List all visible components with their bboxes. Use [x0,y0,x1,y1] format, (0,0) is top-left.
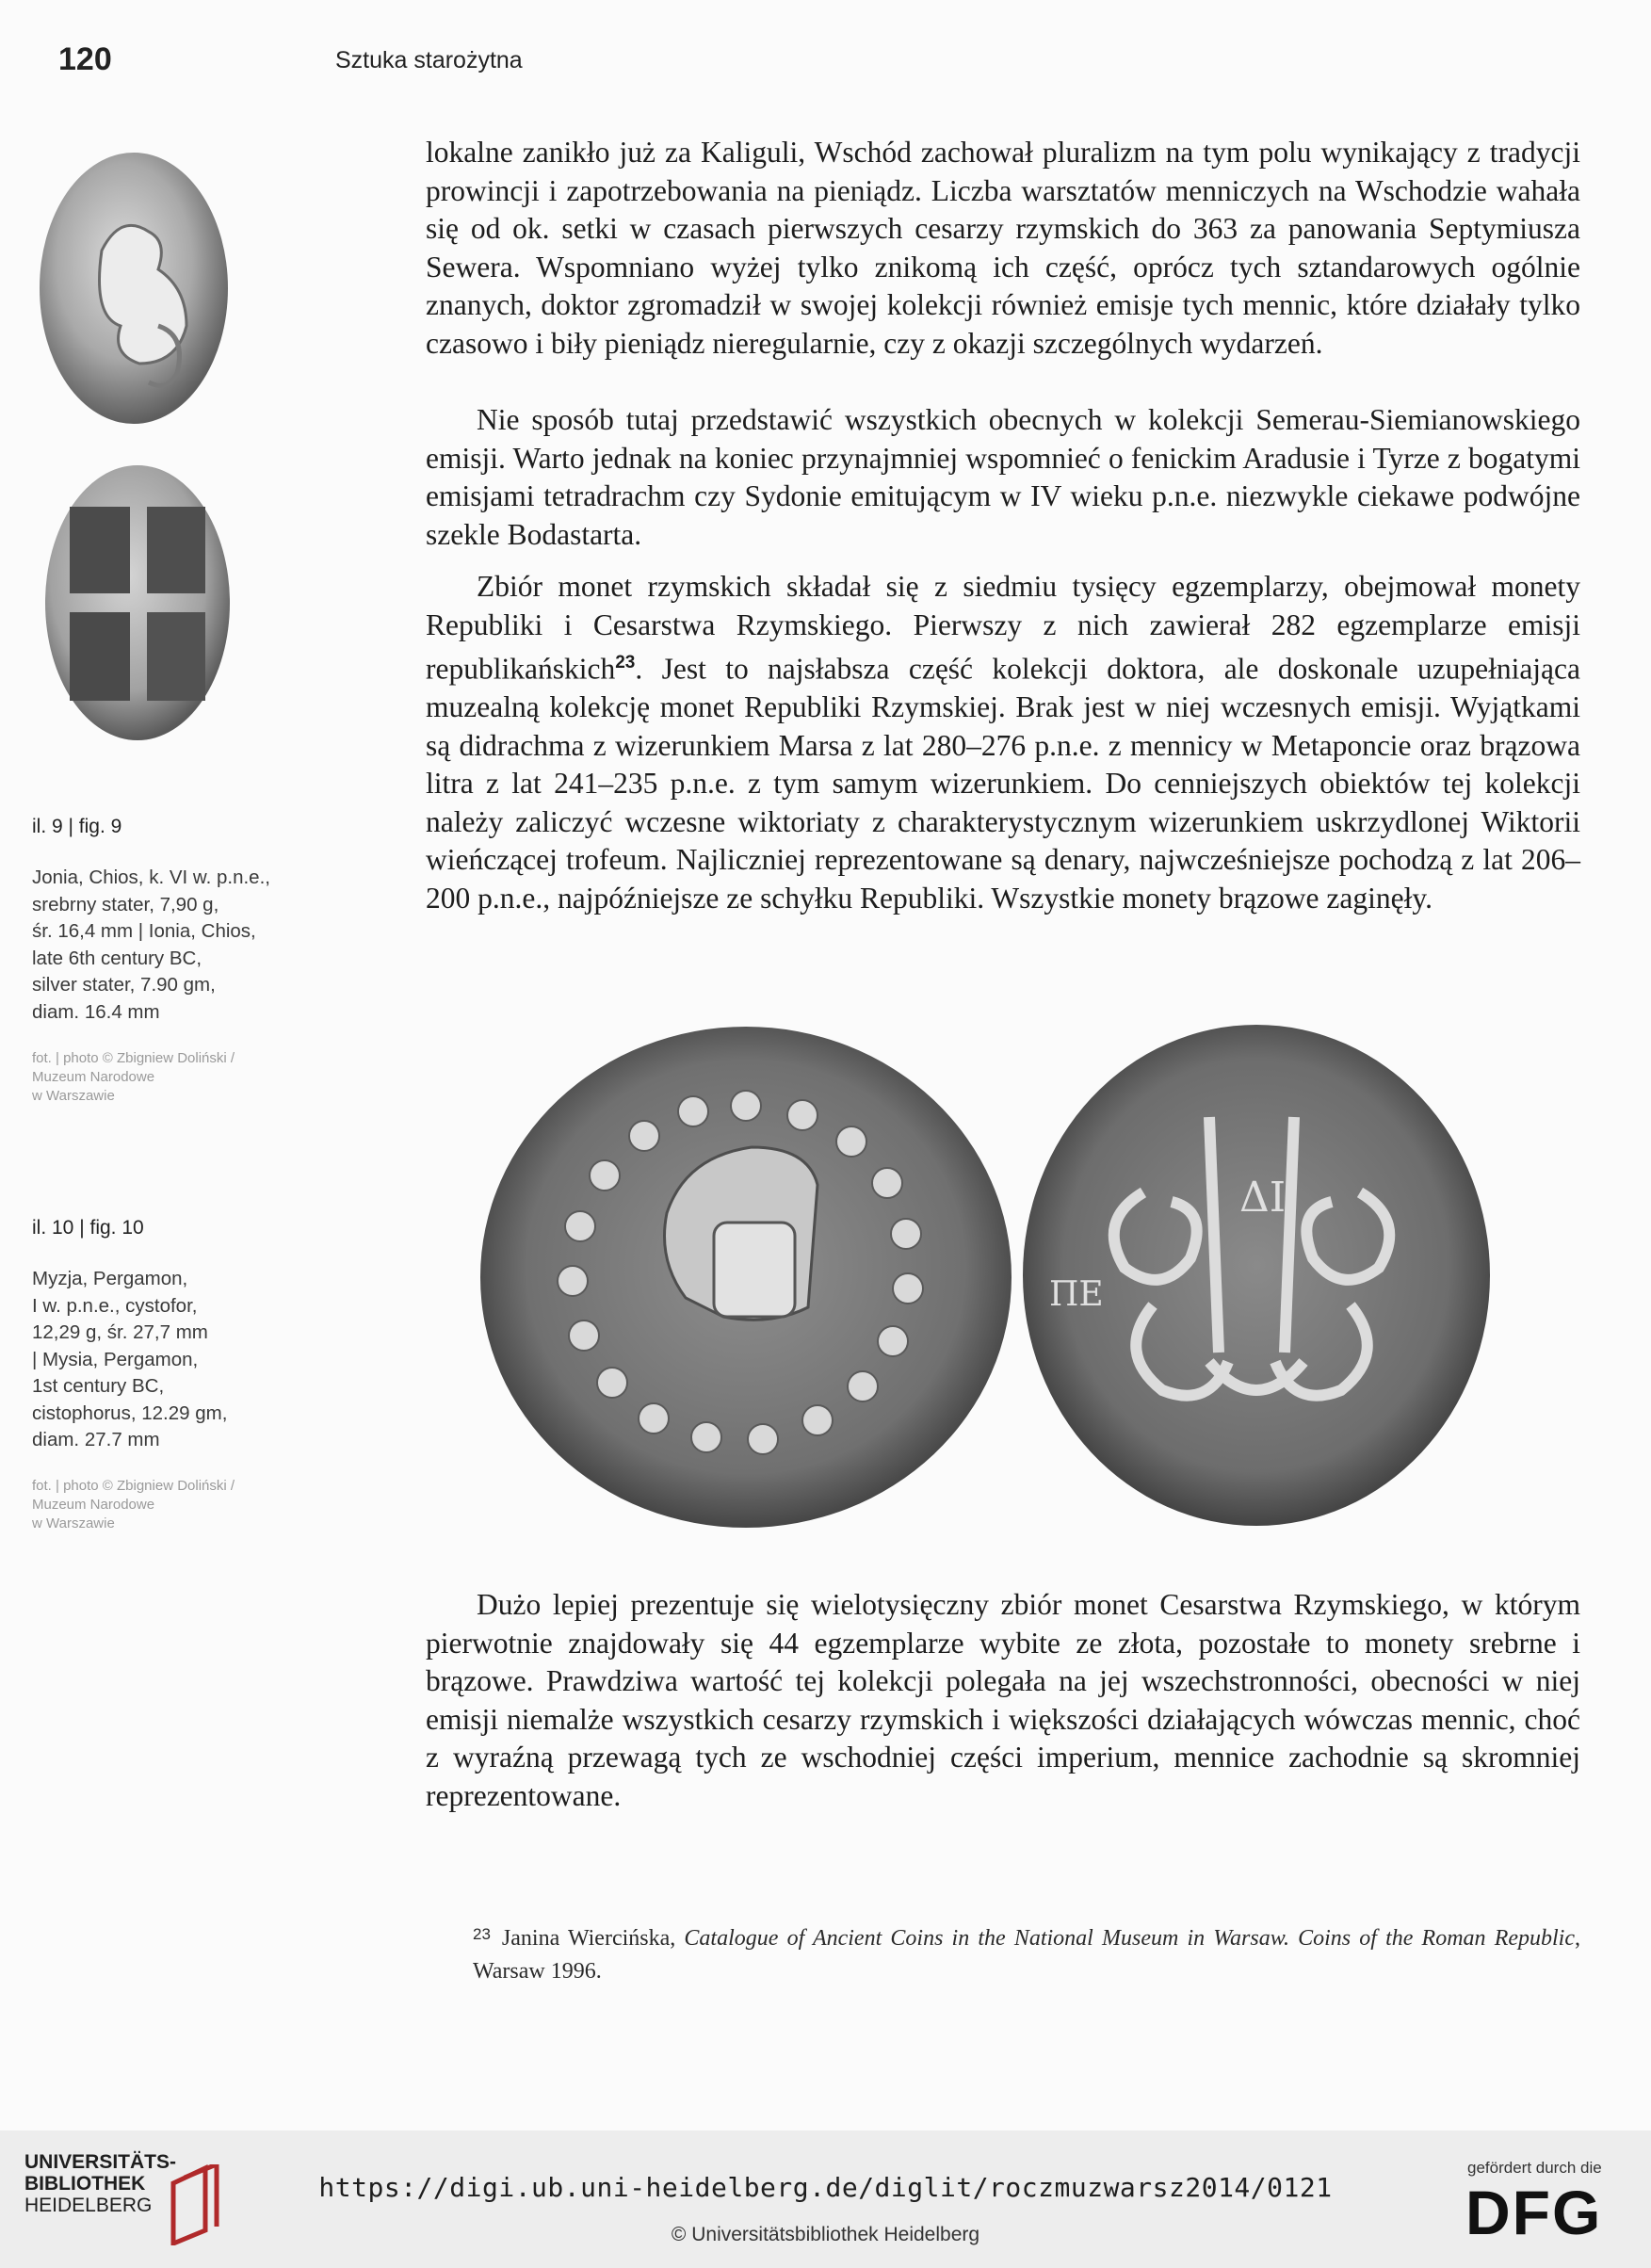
body-paragraph [426,568,1580,917]
caption-line: late 6th century BC, [32,947,202,969]
source-url-link[interactable]: https://digi.ub.uni-heidelberg.de/diglit/roczmuzwarsz2014/0121 [318,2172,1333,2203]
footnote [473,1918,1580,1988]
footnote-reference: 23 [615,653,636,672]
coin-fig9-obverse [36,147,232,426]
caption-line: 1st century BC, [32,1375,165,1397]
coin-fig10-reverse [1021,1023,1492,1528]
credit-line: Muzeum Narodowe [32,1069,155,1085]
caption-line: Jonia, Chios, k. VI w. p.n.e., [32,867,270,888]
caption-line: srebrny stater, 7,90 g, [32,893,219,915]
caption-line: śr. 16,4 mm | Ionia, Chios, [32,920,256,942]
footnote-author: Janina Wiercińska, [501,1926,685,1951]
caption-line: silver stater, 7.90 gm, [32,974,216,996]
caption-line: Myzja, Pergamon, [32,1268,188,1289]
caption-fig10-body [32,1266,305,1454]
footnote-marker: 23 [473,1925,491,1943]
credit-line: w Warszawie [32,1515,115,1531]
body-paragraph [426,401,1580,554]
caption-fig9-title: il. 9 | fig. 9 [32,816,122,837]
paragraph-text: Dużo lepiej prezentuje się wielotysięczny zbiór monet Cesarstwa Rzymskiego, w którym pierwotnie znajdowały się 44 egzemplarze wybite ze złota, pozostałe to monety srebrne i brązowe. Prawdziwa wartość tej kolekcji polegała na jej wszechstronności, obecności w niej emisji niemalże wszystkich cesarzy rzymskich i większości działających wówczas mennic, choć z wyraźną przewagą tych ze wschodniej części imperium, mennice zachodnie są skromniej reprezentowane. [426,1588,1580,1812]
caption-line: I w. p.n.e., cystofor, [32,1294,198,1317]
credit-line: fot. | photo © Zbigniew Doliński / [32,1050,235,1066]
copyright-notice: © Universitätsbibliothek Heidelberg [671,2224,980,2245]
coin-fig9-reverse [43,463,232,742]
credit-line: fot. | photo © Zbigniew Doliński / [32,1478,235,1494]
caption-line: 12,29 g, śr. 27,7 mm [32,1321,208,1343]
body-paragraph [426,1586,1580,1815]
caption-fig10-title: il. 10 | fig. 10 [32,1217,144,1239]
paragraph-text: Nie sposób tutaj przedstawić wszystkich obecnych w kolekcji Semerau-Siemianowskiego emisji. Warto jednak na koniec przynajmniej wspomnieć o fenickim Aradusie i Tyrze z bogatymi emisjami tetradrachm czy Sydonie emitującym w IV wieku p.n.e. niezwykle ciekawe podwójne szekle Bodastarta. [426,403,1580,551]
coin-inscription-left: ΠΕ [1049,1275,1104,1314]
footnote-title: Catalogue of Ancient Coins in the National Museum in Warsaw. Coins of the Roman Republic [684,1926,1575,1951]
library-line: HEIDELBERG [24,2195,153,2216]
body-paragraph: lokalne zanikło już za Kaliguli, Wschód zachował pluralizm na tym polu wynikający z tradycji prowincji i zapotrzebowania na pieniądz. Liczba warsztatów menniczych na Wschodzie wahała się od ok. setki w czasach pierwszych cesarzy rzymskich do 363 za panowania Septymiusza Sewera. Wspomniano wyżej tylko znikomą ich część, oprócz tych sztandarowych ogólnie znanych, doktor zgromadził w swojej kolekcji również emisje tych mennic, które działały tylko czasowo i biły pieniądz nieregularnie, czy z okazji szczególnych wydarzeń. [426,136,1580,360]
coin-fig10-obverse [478,1025,1013,1530]
caption-line: diam. 16.4 mm [32,1000,160,1023]
dfg-logo: DFG [1465,2178,1603,2247]
dfg-funding-label: gefördert durch die [1467,2159,1602,2177]
library-line: BIBLIOTHEK [24,2173,146,2195]
coin-inscription-top: ΔΙ [1239,1174,1287,1222]
credit-line: w Warszawie [32,1088,115,1104]
paragraph-text: . Jest to najsłabsza część kolekcji doktora, ale doskonale uzupełniająca muzealną kolekcję monet Republiki Rzymskiej. Brak jest w niej wczesnych emisji. Wyjątkami są didrachma z wizerunkiem Marsa z lat 280–276 p.n.e. z mennicy w Metaponcie oraz brązowa litra z lat 241–235 p.n.e. z tym samym wizerunkiem. Do cenniejszych obiektów tej kolekcji należy zaliczyć wczesne wiktoriaty z charakterystycznym wizerunkiem uskrzydlonej Wiktorii wieńczącej trofeum. Najliczniej reprezentowane są denary, najwcześniejsze pochodzą z lat 206–200 p.n.e., najpóźniejsze ze schyłku Republiki. Wszystkie monety brązowe zaginęły. [426,652,1580,915]
running-title: Sztuka starożytna [335,47,523,73]
credit-line: Muzeum Narodowe [32,1497,155,1513]
caption-line: diam. 27.7 mm [32,1429,160,1450]
caption-fig9-body [32,865,305,1026]
footnote-tail: , Warsaw 1996. [473,1926,1580,1984]
caption-line: cistophorus, 12.29 gm, [32,1401,228,1424]
caption-fig9-photo-credit [32,1049,305,1106]
library-line: UNIVERSITÄTS- [24,2151,177,2173]
page-number: 120 [58,41,112,77]
paragraph-text: Zbiór monet rzymskich składał się z siedmiu tysięcy egzemplarzy, obejmował monety Republiki i Cesarstwa Rzymskiego. Pierwszy z nich zawierał 282 egzemplarze emisji republikańskich [426,570,1580,686]
caption-fig10-photo-credit [32,1477,305,1533]
caption-line: | Mysia, Pergamon, [32,1348,199,1370]
